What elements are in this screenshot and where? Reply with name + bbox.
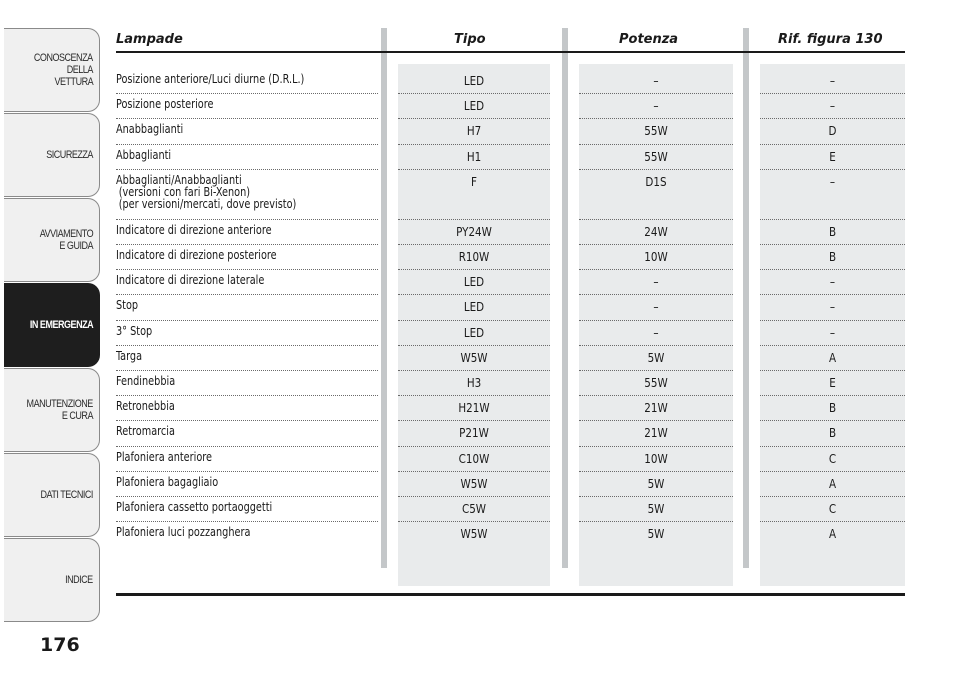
row-divider — [116, 521, 378, 522]
chapter-tab[interactable] — [4, 538, 100, 622]
lamp-name — [116, 350, 352, 362]
row-divider — [579, 118, 733, 119]
lamp-ref: – — [829, 299, 836, 315]
row-divider — [579, 294, 733, 295]
table-row — [116, 375, 905, 400]
lamp-name-line: Plafoniera luci pozzanghera — [116, 525, 251, 540]
row-divider — [579, 269, 733, 270]
row-divider — [398, 370, 550, 371]
row-divider — [760, 294, 905, 295]
lamp-ref: A — [828, 349, 837, 365]
chapter-tab-label: AVVIAMENTO — [39, 228, 93, 240]
lamp-name — [116, 123, 352, 135]
row-divider — [579, 395, 733, 396]
lamp-name — [116, 149, 352, 161]
row-divider — [760, 169, 905, 170]
lamp-ref: C — [828, 501, 837, 516]
lamp-ref: – — [829, 98, 836, 114]
chapter-tab[interactable] — [4, 368, 100, 452]
lamp-power: 10W — [644, 249, 668, 264]
row-divider — [579, 521, 733, 522]
row-divider — [579, 169, 733, 170]
table-row — [116, 425, 905, 450]
lamp-ref: A — [828, 526, 837, 542]
lamp-name — [116, 299, 352, 311]
lamp-type: C10W — [458, 450, 490, 466]
lamp-ref: C — [828, 450, 837, 466]
lamp-ref: E — [829, 375, 836, 390]
bottom-rule — [116, 593, 905, 596]
lamp-name — [116, 98, 352, 110]
table-row — [116, 274, 905, 299]
row-divider — [579, 420, 733, 421]
row-divider — [760, 446, 905, 447]
lamp-ref: E — [829, 148, 836, 164]
chapter-tab-label: E GUIDA — [59, 240, 93, 252]
lamp-name-line: Abbaglianti — [116, 147, 172, 162]
table-row — [116, 526, 905, 551]
chapter-tab-label: INDICE — [65, 574, 93, 586]
row-divider — [116, 420, 378, 421]
table-row — [116, 98, 905, 123]
lamp-power: 5W — [647, 526, 665, 542]
lamp-type: W5W — [460, 526, 488, 542]
lamp-power: 5W — [647, 501, 665, 516]
page-number: 176 — [40, 634, 80, 656]
lamp-power: – — [653, 98, 659, 114]
lamp-name-line: (per versioni/mercati, dove previsto) — [118, 196, 297, 211]
row-divider — [760, 521, 905, 522]
lamp-table — [116, 28, 905, 568]
row-divider — [398, 219, 550, 220]
table-row — [116, 400, 905, 425]
table-row — [116, 451, 905, 476]
row-divider — [579, 320, 733, 321]
row-divider — [116, 118, 378, 119]
lamp-power: 5W — [647, 475, 665, 491]
row-divider — [398, 169, 550, 170]
lamp-type: H1 — [466, 148, 482, 164]
row-divider — [760, 219, 905, 220]
row-divider — [398, 420, 550, 421]
lamp-name — [116, 174, 352, 210]
row-divider — [398, 294, 550, 295]
table-row — [116, 476, 905, 501]
chapter-tab-label: DELLA — [66, 64, 93, 76]
table-row — [116, 174, 905, 224]
lamp-name-line: Anabbaglianti — [116, 122, 184, 137]
row-divider — [398, 118, 550, 119]
row-divider — [760, 420, 905, 421]
row-divider — [116, 496, 378, 497]
lamp-type: LED — [463, 274, 485, 290]
chapter-tab-label: IN EMERGENZA — [29, 319, 93, 331]
row-divider — [579, 496, 733, 497]
lamp-ref: – — [829, 274, 836, 290]
row-divider — [398, 521, 550, 522]
row-divider — [579, 370, 733, 371]
lamp-type: H3 — [466, 375, 482, 390]
table-row — [116, 73, 905, 98]
table-row — [116, 325, 905, 350]
row-divider — [579, 93, 733, 94]
lamp-name — [116, 249, 352, 261]
table-row — [116, 224, 905, 249]
table-row — [116, 249, 905, 274]
lamp-name-line: 3° Stop — [116, 323, 153, 338]
lamp-ref: B — [828, 425, 837, 441]
chapter-tab[interactable] — [4, 28, 100, 112]
lamp-name — [116, 274, 352, 286]
lamp-power: 21W — [644, 400, 668, 416]
lamp-power: – — [653, 299, 659, 315]
lamp-name-line: Posizione anteriore/Luci diurne (D.R.L.) — [116, 72, 305, 86]
row-divider — [760, 395, 905, 396]
lamp-name — [116, 375, 352, 387]
row-divider — [579, 446, 733, 447]
chapter-tab-label: E CURA — [61, 410, 93, 422]
row-divider — [116, 345, 378, 346]
header-lamp: Lampade — [116, 32, 183, 47]
lamp-ref: B — [828, 249, 837, 264]
chapter-tab-label: SICUREZZA — [46, 149, 93, 161]
table-row — [116, 149, 905, 174]
row-divider — [398, 395, 550, 396]
lamp-name-line: Retromarcia — [116, 424, 175, 439]
row-divider — [579, 219, 733, 220]
chapter-tab[interactable] — [4, 283, 100, 367]
row-divider — [398, 93, 550, 94]
lamp-power: 55W — [644, 148, 668, 164]
lamp-name-line: Posizione posteriore — [116, 97, 214, 112]
lamp-type: PY24W — [456, 223, 492, 239]
row-divider — [398, 269, 550, 270]
lamp-name — [116, 526, 352, 538]
lamp-type: W5W — [460, 349, 488, 365]
lamp-name — [116, 224, 352, 236]
row-divider — [116, 395, 378, 396]
lamp-name-line: Retronebbia — [116, 399, 175, 414]
lamp-power: – — [653, 274, 659, 290]
lamp-name — [116, 425, 352, 437]
row-divider — [398, 446, 550, 447]
lamp-type: R10W — [458, 249, 490, 264]
row-divider — [760, 93, 905, 94]
row-divider — [760, 118, 905, 119]
lamp-ref: – — [829, 173, 836, 189]
lamp-power: 24W — [644, 223, 668, 239]
row-divider — [398, 144, 550, 145]
lamp-power: 10W — [644, 450, 668, 466]
row-divider — [398, 320, 550, 321]
row-divider — [116, 169, 378, 170]
lamp-name-line: Fendinebbia — [116, 374, 176, 388]
lamp-power: – — [653, 324, 659, 340]
row-divider — [760, 496, 905, 497]
header-power: Potenza — [619, 32, 679, 47]
table-row — [116, 350, 905, 375]
lamp-name-line: Plafoniera bagagliaio — [116, 474, 219, 489]
lamp-type: LED — [463, 98, 485, 114]
row-divider — [116, 144, 378, 145]
row-divider — [116, 446, 378, 447]
row-divider — [116, 244, 378, 245]
chapter-tab-label: VETTURA — [54, 76, 93, 88]
chapter-tab[interactable] — [4, 113, 100, 197]
row-divider — [398, 244, 550, 245]
chapter-tab[interactable] — [4, 453, 100, 537]
lamp-ref: – — [829, 324, 836, 340]
chapter-tab-label: CONOSCENZA — [34, 52, 93, 64]
row-divider — [579, 244, 733, 245]
lamp-type: C5W — [461, 501, 487, 516]
row-divider — [760, 471, 905, 472]
lamp-ref: D — [828, 123, 837, 139]
row-divider — [579, 345, 733, 346]
row-divider — [398, 345, 550, 346]
lamp-type: LED — [463, 73, 485, 88]
lamp-name-line: (versioni con fari Bi-Xenon) — [118, 184, 251, 199]
table-row — [116, 123, 905, 148]
row-divider — [579, 144, 733, 145]
chapter-tab-label: DATI TECNICI — [40, 489, 93, 501]
row-divider — [116, 294, 378, 295]
row-divider — [116, 320, 378, 321]
row-divider — [760, 345, 905, 346]
lamp-name-line: Stop — [116, 298, 139, 313]
row-divider — [579, 471, 733, 472]
chapter-tab[interactable] — [4, 198, 100, 282]
row-divider — [116, 219, 378, 220]
row-divider — [398, 471, 550, 472]
lamp-name-line: Abbaglianti/Anabbaglianti — [116, 172, 242, 187]
header-ref: Rif. figura 130 — [778, 32, 883, 47]
row-divider — [116, 269, 378, 270]
lamp-type: P21W — [459, 425, 489, 441]
lamp-name-line: Targa — [116, 348, 143, 363]
lamp-power: 55W — [644, 123, 668, 139]
lamp-name-line: Indicatore di direzione laterale — [116, 273, 265, 288]
row-divider — [398, 496, 550, 497]
lamp-type: W5W — [460, 475, 488, 491]
lamp-type: F — [471, 173, 477, 189]
row-divider — [116, 370, 378, 371]
lamp-name-line: Indicatore di direzione posteriore — [116, 248, 277, 262]
table-row — [116, 501, 905, 526]
lamp-power: 21W — [644, 425, 668, 441]
lamp-type: LED — [463, 324, 485, 340]
row-divider — [116, 93, 378, 94]
lamp-ref: – — [829, 73, 836, 88]
lamp-name — [116, 476, 352, 488]
header-type: Tipo — [454, 32, 486, 47]
lamp-name-line: Plafoniera cassetto portaoggetti — [116, 500, 273, 514]
lamp-ref: B — [828, 223, 837, 239]
row-divider — [760, 370, 905, 371]
lamp-type: LED — [463, 299, 485, 315]
lamp-power: 55W — [644, 375, 668, 390]
lamp-name — [116, 501, 352, 513]
row-divider — [760, 320, 905, 321]
lamp-power: D1S — [645, 173, 667, 189]
header-rule — [116, 51, 905, 53]
lamp-ref: B — [828, 400, 837, 416]
lamp-type: H7 — [466, 123, 482, 139]
row-divider — [760, 144, 905, 145]
table-row — [116, 299, 905, 324]
chapter-tab-label: MANUTENZIONE — [26, 398, 93, 410]
lamp-name — [116, 325, 352, 337]
lamp-type: H21W — [458, 400, 490, 416]
row-divider — [760, 269, 905, 270]
lamp-name-line: Plafoniera anteriore — [116, 449, 213, 464]
row-divider — [760, 244, 905, 245]
lamp-name — [116, 451, 352, 463]
row-divider — [116, 471, 378, 472]
lamp-name — [116, 73, 352, 85]
lamp-power: – — [653, 73, 659, 88]
lamp-ref: A — [828, 475, 837, 491]
lamp-name — [116, 400, 352, 412]
lamp-power: 5W — [647, 349, 665, 365]
lamp-name-line: Indicatore di direzione anteriore — [116, 222, 272, 237]
